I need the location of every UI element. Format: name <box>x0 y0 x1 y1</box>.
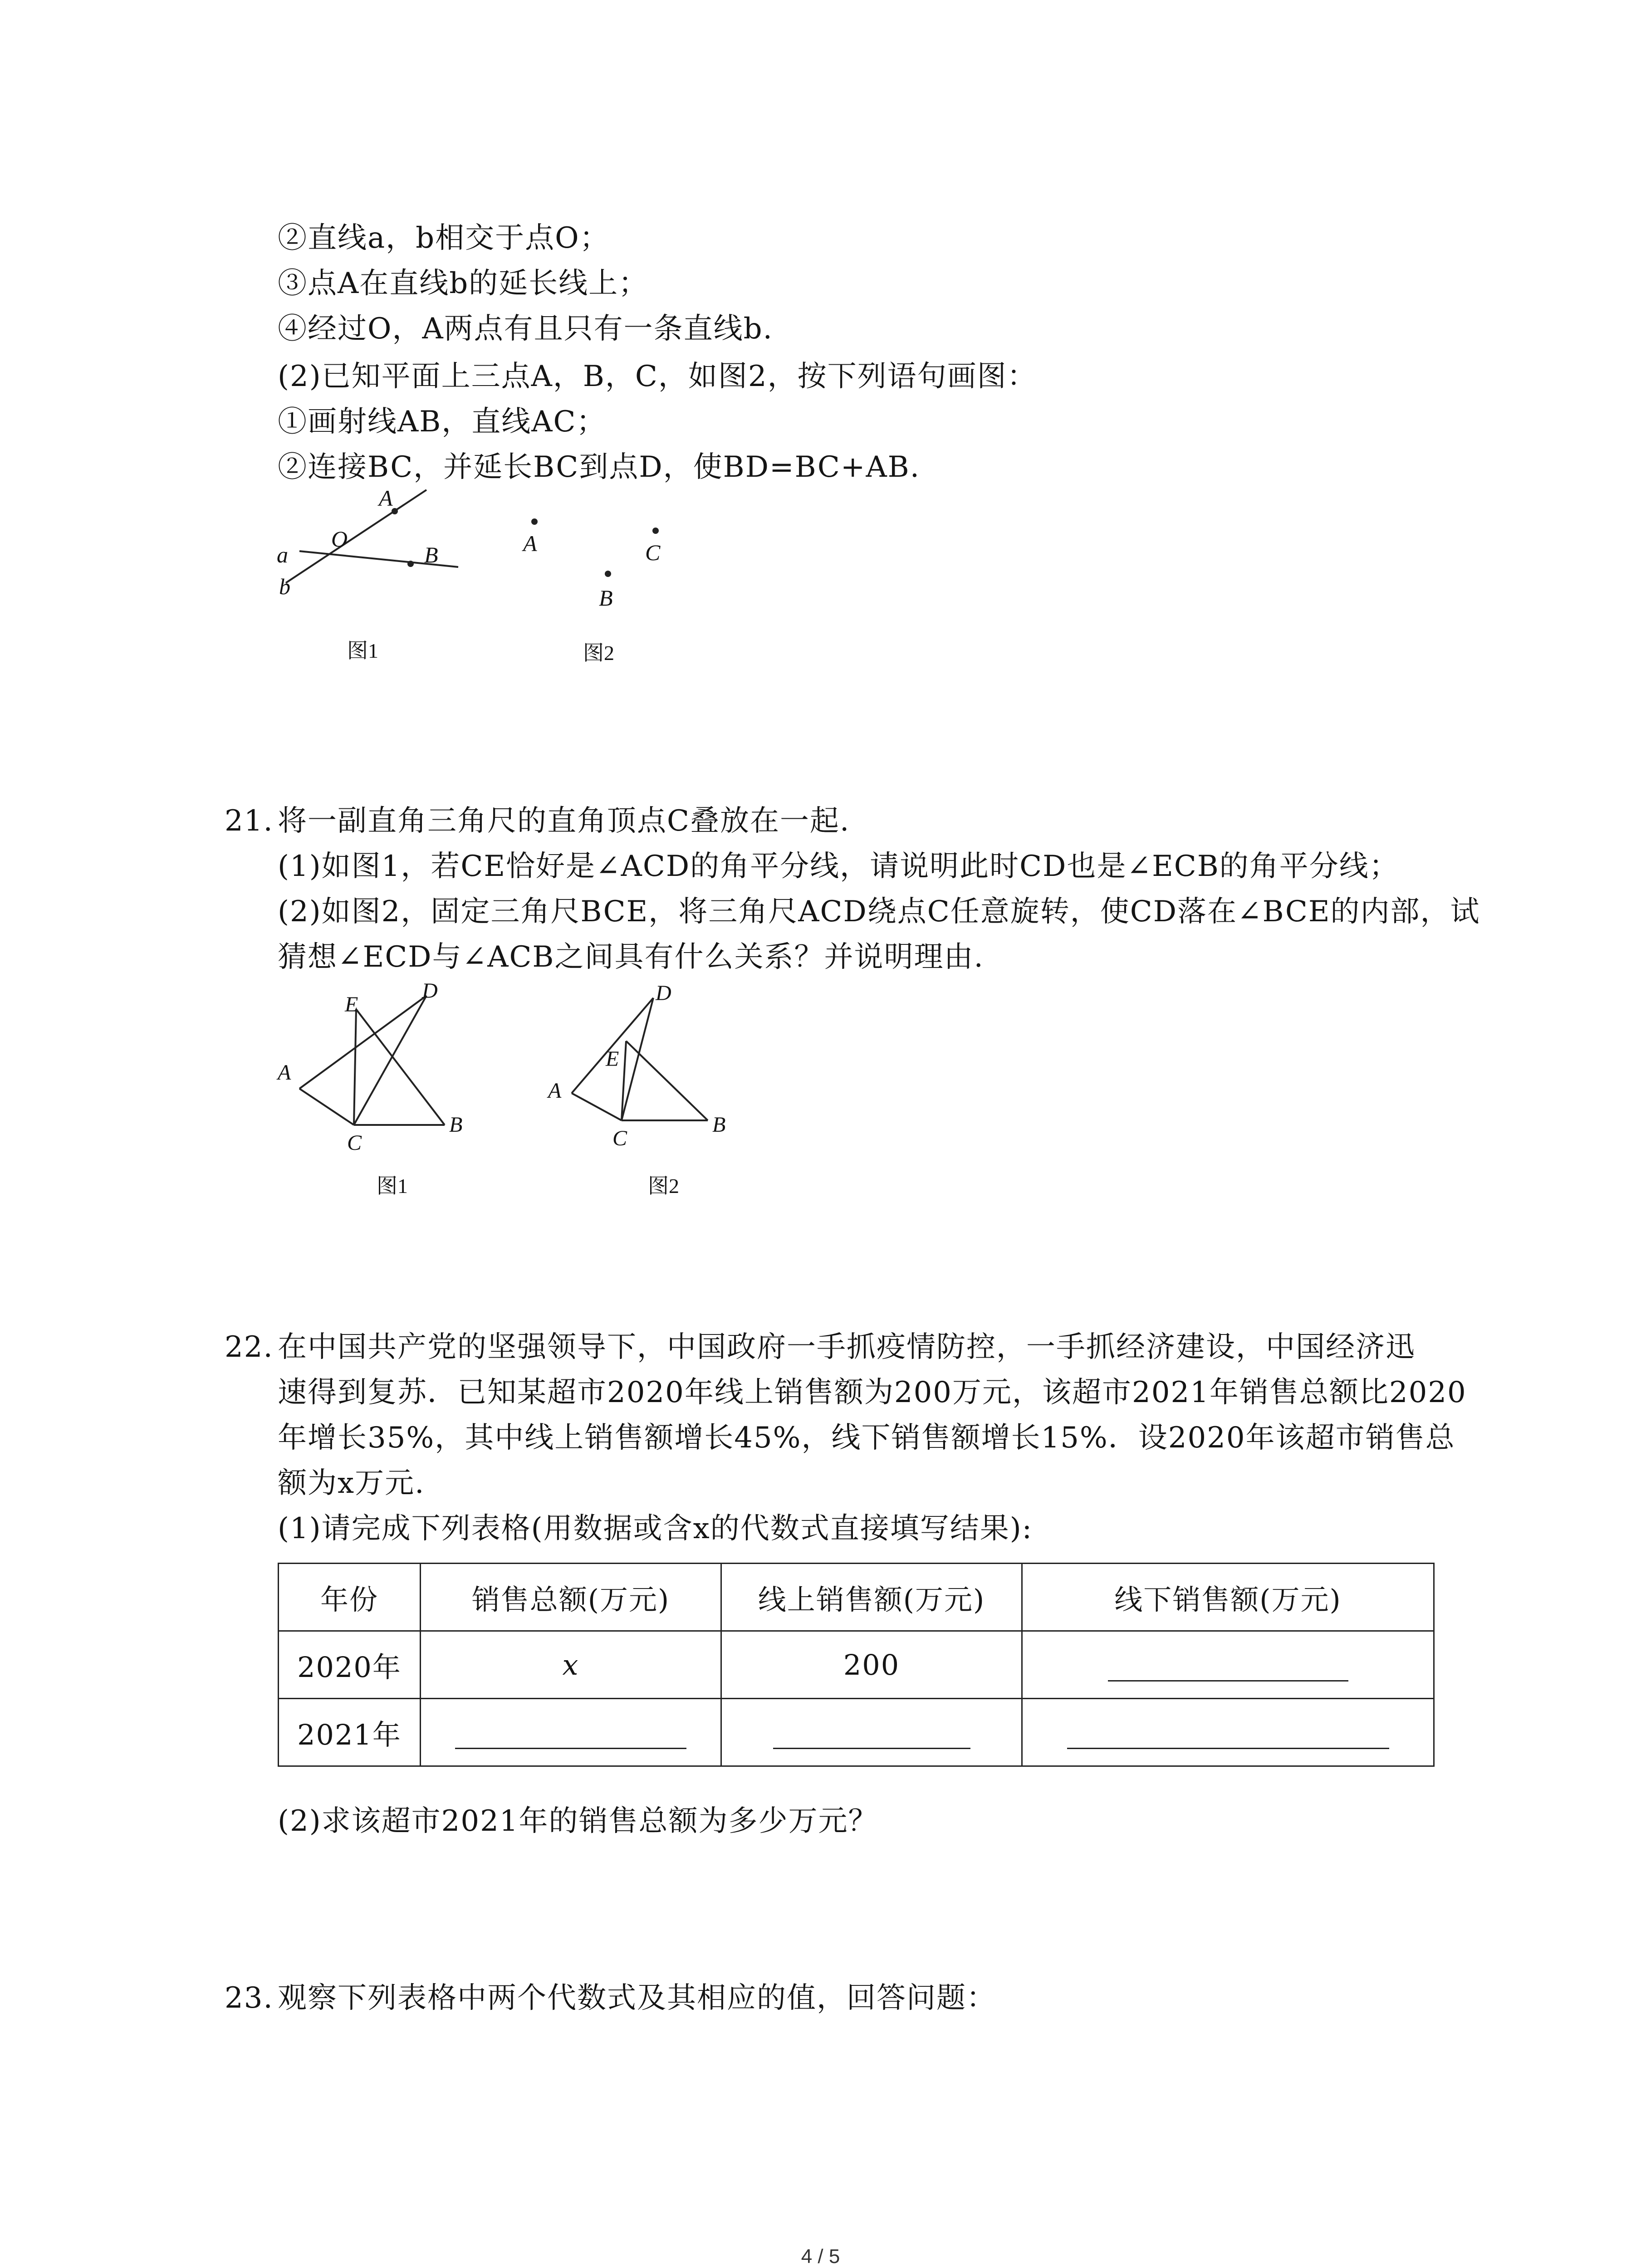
fig2-caption: 图2 <box>583 641 614 665</box>
cell-offline[interactable] <box>1022 1699 1434 1766</box>
cell-total[interactable] <box>421 1699 721 1766</box>
label-C: C <box>347 1131 362 1155</box>
q23-stem: 观察下列表格中两个代数式及其相应的值，回答问题： <box>278 1981 996 2015</box>
page-number: 4 / 5 <box>801 2245 840 2268</box>
q20-line: ③点A在直线b的延长线上； <box>278 267 649 300</box>
answer-blank[interactable] <box>1108 1655 1348 1681</box>
q20-fig2 <box>522 518 661 665</box>
q21-part2: (2)如图2，固定三角尺BCE，将三角尺ACD绕点C任意旋转，使CD落在∠BCE的内部，试 <box>278 895 1480 929</box>
q21-fig1 <box>299 996 445 1125</box>
q22-part1: (1)请完成下列表格(用数据或含x的代数式直接填写结果): <box>278 1512 1033 1545</box>
table-row <box>279 1631 1434 1699</box>
header-online: 线上销售额(万元) <box>721 1564 1022 1631</box>
label-A: A <box>278 1061 291 1085</box>
cell-total-value: x <box>562 1648 579 1681</box>
q23-number: 23. <box>225 1981 274 2015</box>
label-D: D <box>656 981 671 1005</box>
q20-line: ④经过O，A两点有且只有一条直线b. <box>278 312 773 346</box>
label-C: C <box>645 540 661 565</box>
label-b: b <box>279 574 290 599</box>
cell-online[interactable] <box>721 1699 1022 1766</box>
label-E: E <box>345 992 358 1017</box>
q21-fig2 <box>572 998 708 1120</box>
label-B: B <box>449 1113 463 1137</box>
q20-line: (2)已知平面上三点A，B，C，如图2，按下列语句画图： <box>278 360 1037 393</box>
answer-blank[interactable] <box>455 1722 686 1749</box>
q21-stem: 将一副直角三角尺的直角顶点C叠放在一起. <box>278 804 850 838</box>
cell-total <box>421 1631 721 1699</box>
q20-line: ①画射线AB，直线AC； <box>278 405 607 439</box>
q22-line: 速得到复苏．已知某超市2020年线上销售额为200万元，该超市2021年销售总额比2020 <box>278 1376 1467 1409</box>
label-B: B <box>424 542 438 567</box>
sales-table <box>278 1563 1435 1767</box>
label-D: D <box>422 979 438 1003</box>
answer-blank[interactable] <box>1067 1722 1389 1749</box>
cell-online: 200 <box>721 1631 1022 1699</box>
q22-line: 额为x万元. <box>278 1466 425 1500</box>
cell-year: 2021年 <box>279 1699 421 1766</box>
q22-part2: (2)求该超市2021年的销售总额为多少万元？ <box>278 1804 878 1838</box>
label-B: B <box>599 585 613 611</box>
q21-number: 21. <box>225 804 274 838</box>
answer-blank[interactable] <box>773 1722 970 1749</box>
label-A: A <box>548 1079 562 1103</box>
q22-line: 年增长35%，其中线上销售额增长45%，线下销售额增长15%．设2020年该超市销售总 <box>278 1421 1455 1455</box>
q22-line: 在中国共产党的坚强领导下，中国政府一手抓疫情防控，一手抓经济建设，中国经济迅 <box>278 1330 1416 1364</box>
cell-offline[interactable] <box>1022 1631 1434 1699</box>
table-header-row <box>279 1564 1434 1631</box>
label-a: a <box>277 542 288 567</box>
q21-part2-cont: 猜想∠ECD与∠ACB之间具有什么关系？并说明理由. <box>278 940 984 974</box>
q21-part1: (1)如图1，若CE恰好是∠ACD的角平分线，请说明此时CD也是∠ECB的角平分线； <box>278 850 1399 883</box>
header-offline: 线下销售额(万元) <box>1022 1564 1434 1631</box>
label-O: O <box>331 526 348 552</box>
label-A: A <box>523 531 537 556</box>
fig2-caption: 图2 <box>648 1174 679 1198</box>
label-E: E <box>606 1047 619 1071</box>
q20-figures <box>254 481 753 689</box>
label-B: B <box>712 1113 726 1137</box>
label-C: C <box>612 1126 627 1150</box>
header-total: 销售总额(万元) <box>421 1564 721 1631</box>
table-row <box>279 1699 1434 1766</box>
cell-year: 2020年 <box>279 1631 421 1699</box>
fig1-caption: 图1 <box>377 1174 408 1198</box>
header-year: 年份 <box>279 1564 421 1631</box>
fig1-caption: 图1 <box>347 639 378 662</box>
q22-number: 22. <box>225 1330 274 1364</box>
q20-line: ②连接BC，并延长BC到点D，使BD=BC+AB. <box>278 450 921 484</box>
q20-fig1 <box>277 485 458 662</box>
q21-figures <box>254 975 798 1211</box>
label-A: A <box>379 485 393 511</box>
q20-line: ②直线a，b相交于点O； <box>278 221 610 255</box>
